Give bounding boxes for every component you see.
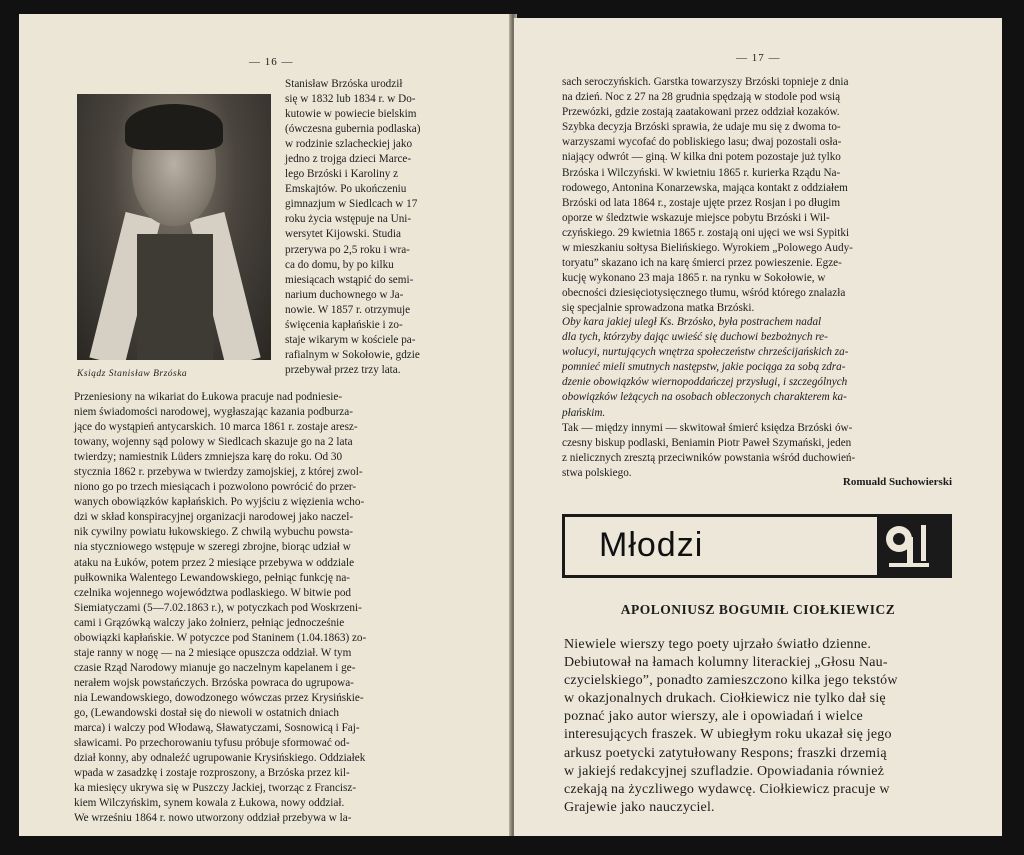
text-line: rafialnym w Sokołowie, gdzie <box>285 348 420 361</box>
text-line: toryatu” skazano ich na karę śmierci przez powieszenie. Egze- <box>562 257 842 270</box>
right-page <box>514 18 1002 836</box>
text-line: We wrześniu 1864 r. nowo utworzony oddział przebywa w la- <box>74 812 352 825</box>
text-line: Tak — między innymi — skwitował śmierć księdza Brzóski ów- <box>562 422 853 434</box>
text-line: czasie Rząd Narodowy mianuje go naczelnym kapelanem i ge- <box>74 661 356 674</box>
banner-logo-icon <box>877 517 949 575</box>
right-body-text <box>562 75 853 317</box>
text-line: dla tych, którzyby dając uwieść się duchowi bezbożnych re- <box>562 331 828 344</box>
page-number: — 17 — <box>736 52 781 64</box>
text-line: ka miesięcy ukrywa się w Puszczy Jackiej, tworząc z Francisz- <box>74 782 357 795</box>
text-line: kiem Wilczyńskim, synem kowala z Łukowa, nowy oddział. <box>74 797 345 810</box>
text-line: niono go po trzech miesiącach i pozwolono powrócić do przer- <box>74 481 357 494</box>
text-line: w jakiejś redakcyjnej szufladzie. Opowiadania również <box>564 763 885 779</box>
text-line: jące do wystąpień antycarskich. 10 marca 1861 r. zostaje aresz- <box>74 421 358 434</box>
text-line: Grajewie jako nauczyciel. <box>564 799 715 815</box>
text-line: jedno z trojga dzieci Marce- <box>285 153 412 166</box>
text-line: w mieszkaniu sołtysa Bielińskiego. Wyrokiem „Polowego Audy- <box>562 242 853 255</box>
text-line: Oby kara jakiej uległ Ks. Brzósko, była postrachem nadal <box>562 316 822 328</box>
text-line: go, (Lewandowski dostał się do niewoli w ostatnich dniach <box>74 706 340 719</box>
text-line: stwa polskiego. <box>562 467 632 480</box>
photo-caption: Ksiądz Stanisław Brzóska <box>77 369 188 379</box>
text-line: nowie. W 1857 r. otrzymuje <box>285 303 411 316</box>
text-line: marca) i walczy pod Włodawą, Sławatyczami, Sosnowicą i Faj- <box>74 722 360 735</box>
text-line: przerywa po 2,5 roku i wra- <box>285 243 410 256</box>
priest-portrait-photo <box>77 94 271 360</box>
text-line: Emskajtów. Po ukończeniu <box>285 183 407 196</box>
text-line: nerałem wojsk powstańczych. Brzóska powraca do ugrupowa- <box>74 676 354 689</box>
text-line: wolucyi, nurtujących wnętrza społeczeństw chrześcijańskich za- <box>562 346 849 359</box>
text-line: gimnazjum w Siedlcach w 17 <box>285 198 418 211</box>
text-line: stycznia 1862 r. przebywa w twierdzy zamojskiej, z której zwol- <box>74 466 363 479</box>
text-line: twierdzy; namiestnik Lüders zmniejsza karę do roku. Od 30 <box>74 451 343 464</box>
text-line: sławicami. Po przechorowaniu tyfusu próbuje sformować od- <box>74 737 350 750</box>
closing-paragraph <box>562 421 855 481</box>
text-line: towany, wojenny sąd polowy w Siedlcach skazuje go na 2 lata <box>74 436 353 449</box>
text-line: pomnieć mieli smutnych następstw, jakie pociąga za sobą zdra- <box>562 361 846 374</box>
text-line: kutowie w powiecie bielskim <box>285 108 417 121</box>
text-line: czesny biskup podlaski, Beniamin Piotr Paweł Szymański, jeden <box>562 437 852 450</box>
text-line: święcenia kapłańskie i zo- <box>285 318 403 331</box>
text-line: na dzień. Noc z 27 na 28 grudnia spędzają w stodole pod wsią <box>562 91 841 104</box>
text-line: obowiązki kapłańskie. W potyczce pod Staninem (1.04.1863) zo- <box>74 631 367 644</box>
text-line: staje wikarym w kościele pa- <box>285 333 416 346</box>
text-line: się specjalnie sprowadzona matka Brzóski. <box>562 302 755 315</box>
text-line: dział konny, aby odnaleźć ugrupowanie Krysińskiego. Oddziałek <box>74 752 366 765</box>
text-line: nik cywilny powiatu łukowskiego. Z chwilą wybuchu powsta- <box>74 526 354 539</box>
text-line: czycielskiego”, ponadto zamieszczono kilka jego tekstów <box>564 673 898 689</box>
text-line: z nielicznych zresztą przeciwników powstania wśród duchowień- <box>562 452 856 465</box>
text-line: przebywał przez trzy lata. <box>285 363 401 376</box>
text-line: miesiącach wstąpić do semi- <box>285 273 414 286</box>
section-heading: APOLONIUSZ BOGUMIŁ CIOŁKIEWICZ <box>620 602 896 617</box>
text-line: interesujących fraszek. W ubiegłym roku ukazał się jego <box>564 727 892 743</box>
text-line: roku życia wstępuje na Uni- <box>285 213 412 226</box>
text-line: Niewiele wierszy tego poety ujrzało światło dzienne. <box>564 637 872 652</box>
text-line: czyńskiego. 29 kwietnia 1865 r. zostają oni ujęci we wsi Sypitki <box>562 226 850 239</box>
text-line: dzenie obowiązków wiernopoddańczej przysługi, i szczególnych <box>562 376 848 389</box>
side-column-text <box>285 77 420 378</box>
text-line: sach seroczyńskich. Garstka towarzyszy Brzóski topnieje z dnia <box>562 76 849 88</box>
text-line: cami i Grązówką walczy jako żołnierz, pełniąc jednocześnie <box>74 616 345 629</box>
section-banner <box>562 514 952 578</box>
text-line: staje ranny w nogę — na 2 miesiące opuszcza oddział. W tym <box>74 646 352 659</box>
text-line: poznać jako autor wierszy, ale i opowiadań i wielce <box>564 709 863 725</box>
text-line: Brzóski od lata 1864 r., zostaje ujęte przez Rosjan i po długim <box>562 196 841 209</box>
text-line: pułkownika Walentego Lewandowskiego, pełniąc funkcję na- <box>74 571 351 584</box>
text-line: nia styczniowego wstępuje w szeregi zbrojne, biorąc udział w <box>74 541 351 554</box>
text-line: Siemiatyczami (5—7.02.1863 r.), w potyczkach pod Woskrzeni- <box>74 601 362 614</box>
text-line: Debiutował na łamach kolumny literackiej „Głosu Nau- <box>564 655 888 671</box>
banner-title: Młodzi <box>599 526 704 564</box>
text-line: ataku na Łuków, potem przez 2 miesiące przebywa w oddziale <box>74 556 355 569</box>
text-line: wanych obowiązków kapłańskich. Po wyjściu z więzienia wcho- <box>74 496 365 509</box>
text-line: wersytet Kijowski. Studia <box>285 228 401 241</box>
text-line: ca do domu, by po kilku <box>285 258 394 271</box>
text-line: rodowego, Antonina Konarzewska, mająca kontakt z oddziałem <box>562 181 848 194</box>
text-line: Przeniesiony na wikariat do Łukowa pracuje nad podniesie- <box>74 391 343 403</box>
text-line: arkusz poetycki zatytułowany Respons; fraszki drzemią <box>564 745 887 761</box>
text-line: dzi w skład konspiracyjnej organizacji narodowej jako naczel- <box>74 511 354 524</box>
text-line: płańskim. <box>562 406 606 419</box>
left-body-text <box>74 390 366 826</box>
text-line: w rodzinie szlacheckiej jako <box>285 138 413 151</box>
article-text <box>564 636 898 817</box>
left-page <box>19 14 511 836</box>
text-line: obecności dziesięciotysięcznego tłumu, wśród którego znalazła <box>562 287 846 300</box>
author-signature: Romuald Suchowierski <box>842 476 952 488</box>
text-line: Stanisław Brzóska urodził <box>285 78 403 90</box>
text-line: czekają na życzliwego wydawcę. Ciołkiewicz pracuje w <box>564 781 890 797</box>
text-line: nia Lewandowskiego, dowodzonego wówczas przez Krysińskie- <box>74 691 364 704</box>
text-line: niający odwrót — giną. W kilka dni potem pozostaje już tylko <box>562 151 841 164</box>
text-line: niem świadomości narodowej, wygłaszając kazania podburza- <box>74 406 353 419</box>
page-number: — 16 — <box>249 56 294 68</box>
text-line: czelnika wojennego województwa podlaskiego. W bitwie pod <box>74 586 352 599</box>
text-line: obowiązków leżących na osobach obleczonych charakterem ka- <box>562 391 847 404</box>
text-line: w okazjonalnych drukach. Ciołkiewicz nie tylko dał się <box>564 691 886 707</box>
bishop-quote <box>562 315 848 421</box>
text-line: warzyszami wycofać do pobliskiego lasu; dwaj pozostali osła- <box>562 136 842 149</box>
text-line: kucję wykonano 23 maja 1865 r. na rynku w Sokołowie, w <box>562 272 826 285</box>
text-line: się w 1832 lub 1834 r. w Do- <box>285 93 416 106</box>
text-line: Przewózki, gdzie zostają zaatakowani przez oddział kozaków. <box>562 106 840 119</box>
text-line: wpada w zasadzkę i zostaje rozproszony, a Brzóska przez kil- <box>74 767 350 780</box>
text-line: Szybka decyzja Brzóski sprawia, że udaje mu się z dwoma to- <box>562 121 841 134</box>
text-line: Brzóska i Wilczyński. W kwietniu 1865 r. kurierka Rządu Na- <box>562 166 841 179</box>
text-line: (ówczesna gubernia podlaska) <box>285 123 421 136</box>
text-line: lego Brzóski i Karoliny z <box>285 168 399 181</box>
text-line: narium duchownego w Ja- <box>285 288 404 301</box>
text-line: oporze w śledztwie wskazuje miejsce pobytu Brzóski i Wil- <box>562 211 830 224</box>
